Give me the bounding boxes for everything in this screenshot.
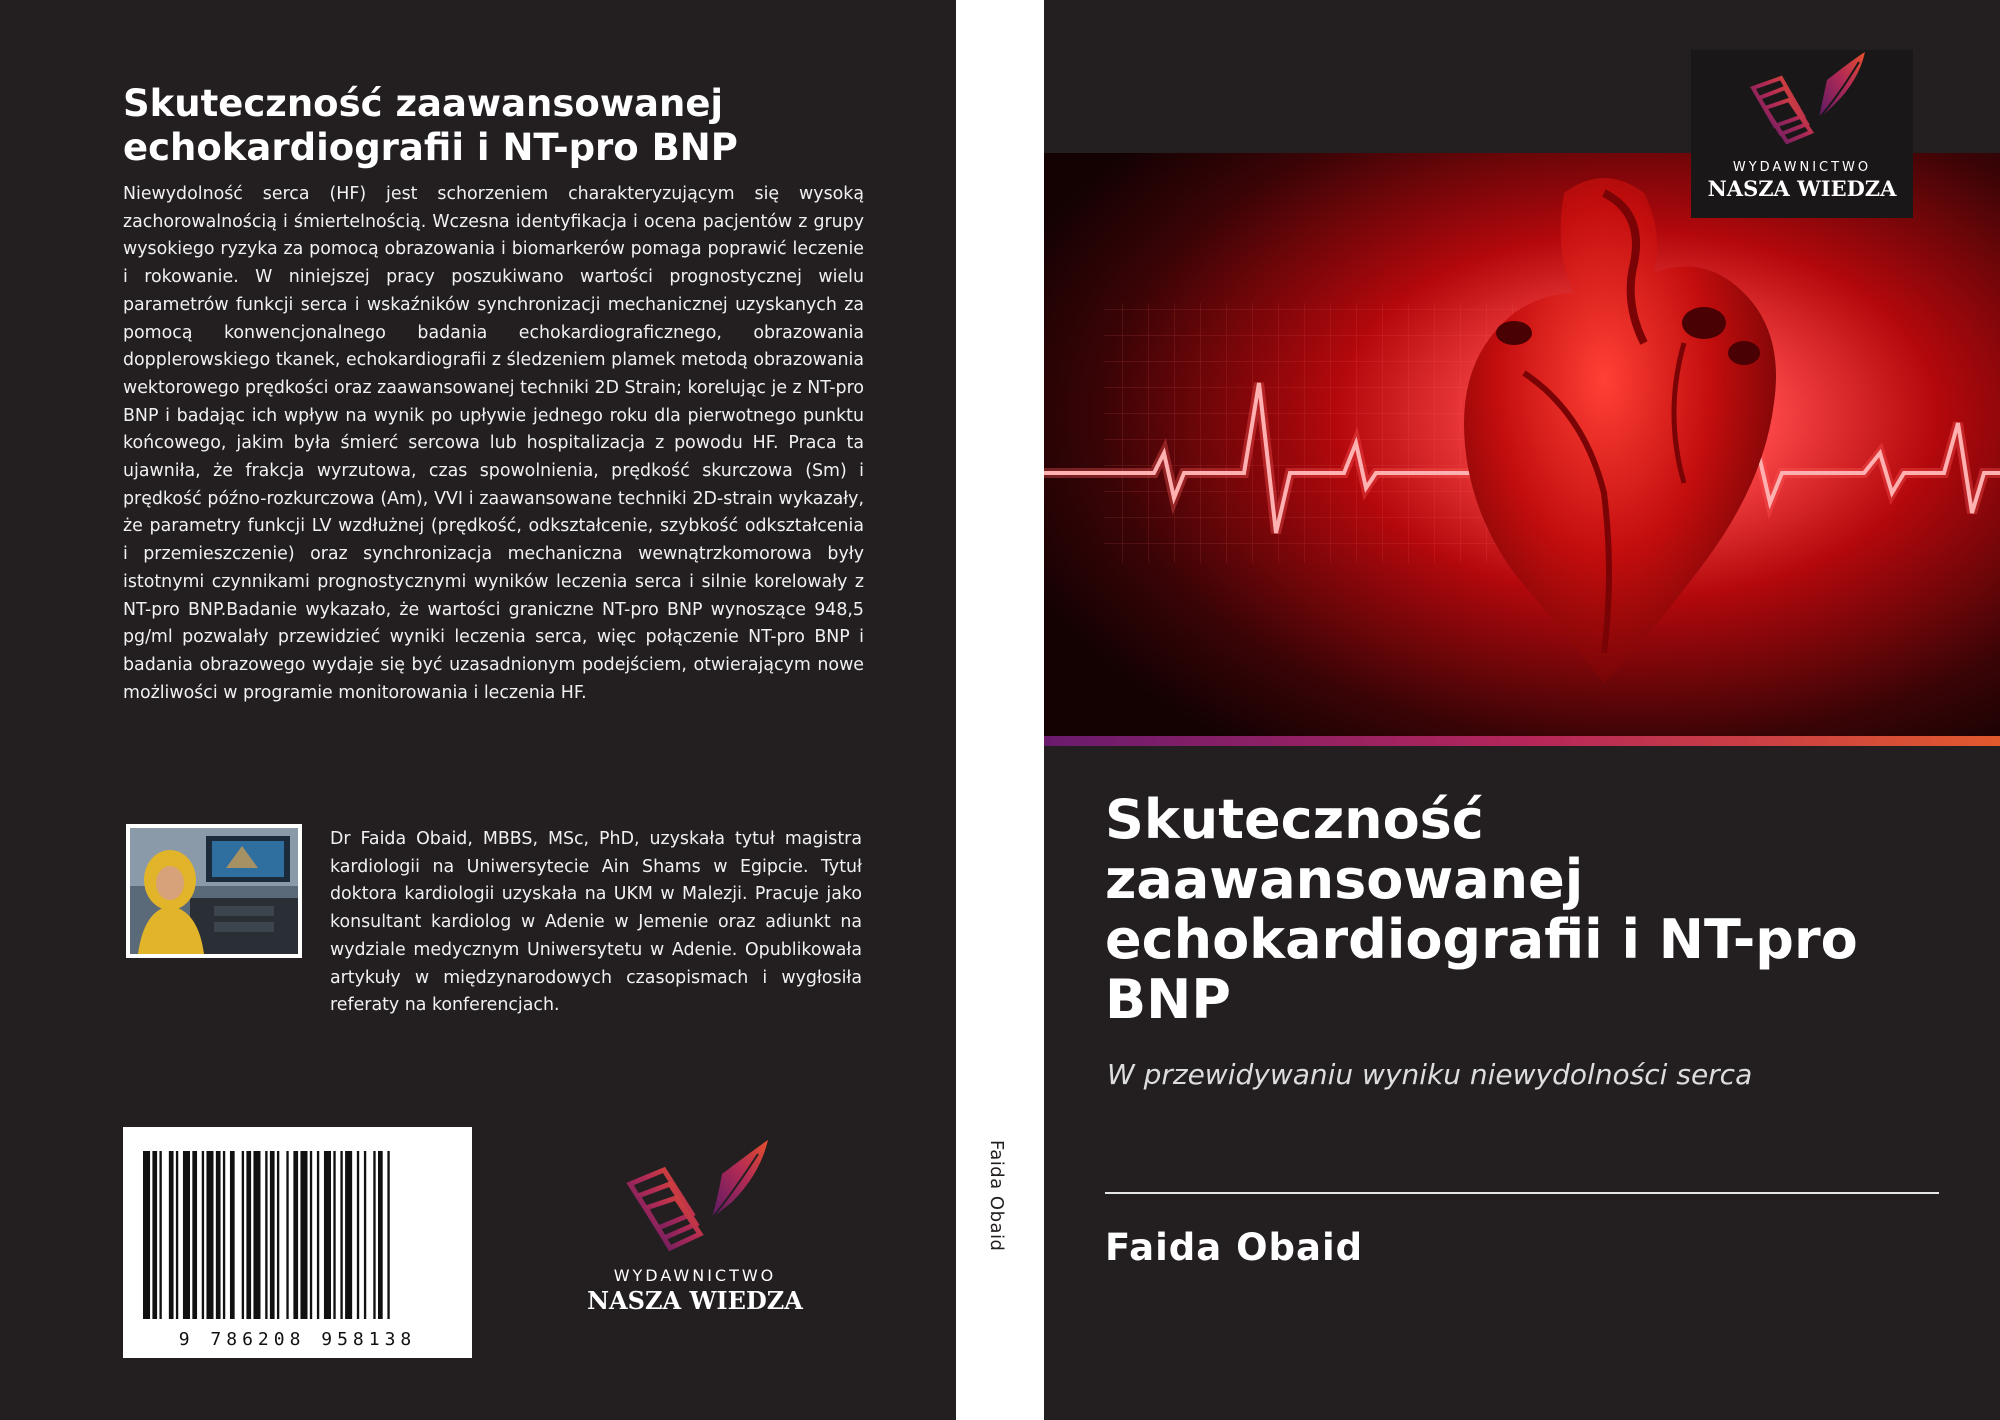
- barcode-bar: [317, 1151, 319, 1319]
- barcode-bar: [364, 1151, 366, 1319]
- front-divider: [1105, 1192, 1939, 1194]
- barcode-bar: [143, 1151, 150, 1319]
- barcode-bar: [223, 1151, 225, 1319]
- barcode-bar: [293, 1151, 298, 1319]
- front-publisher-label-small: WYDAWNICTWO: [1732, 160, 1872, 175]
- front-publisher-logo: [1691, 50, 1913, 218]
- barcode-bar: [246, 1151, 251, 1319]
- barcode-bar: [230, 1151, 235, 1319]
- heart-icon: [1044, 153, 2000, 736]
- barcode-bar: [333, 1151, 335, 1319]
- spine-author: Faida Obaid: [986, 1140, 1007, 1252]
- front-cover-title: Skuteczność zaawansowanej echokardiografii i NT-pro BNP: [1105, 788, 1858, 1031]
- barcode-bar: [345, 1151, 352, 1319]
- front-cover-author: Faida Obaid: [1105, 1226, 1364, 1269]
- back-publisher-logo: [572, 1140, 818, 1315]
- front-cover-subtitle: W przewidywaniu wyniku niewydolności serca: [1107, 1058, 1753, 1091]
- barcode-bar: [152, 1151, 157, 1319]
- barcode-bar: [192, 1151, 197, 1319]
- back-cover-blurb: Niewydolność serca (HF) jest schorzeniem charakteryzującym się wysoką zachorowalnością i śmiertelnością. Wczesna identyfikacja i ocena pacjentów z grupy wysokiego ryzyka za pomocą obrazowania i biomarkerów pomaga poprawić leczenie i rokowanie. W niniejszej pracy poszukiwano wartości prognostycznej wielu parametrów funkcji serca i wskaźników synchronizacji mechanicznej uzyskanych za pomocą konwencjonalnego badania echokardiograficznego, obrazowania dopplerowskiego tkanek, echokardiografii z śledzeniem plamek metodą obrazowania wektorowego prędkości oraz zaawansowanej techniki 2D Strain; korelując je z NT-pro BNP i badając ich wpływ na wynik po upływie jednego roku dla pierwotnego punktu końcowego, jakim była śmierć sercowa lub hospitalizacja z powodu HF. Praca ta ujawniła, że frakcja wyrzutowa, czas spowolnienia, prędkość skurczowa (Sm) i prędkość późno-rozkurczowa (Am), VVI i zaawansowane techniki 2D-strain wykazały, że parametry funkcji LV wzdłużnej (prędkość, odkształcenie, szybkość odkształcenia i przemieszczenie) oraz synchronizacja mechaniczna wewnątrzkomorowa były istotnymi czynnikami prognostycznymi wyników leczenia serca i silnie korelowały z NT-pro BNP.Badanie wykazało, że wartości graniczne NT-pro BNP wynoszące 948,5 pg/ml pozwalały przewidzieć wyniki leczenia serca, więc połączenie NT-pro BNP i badania obrazowego wydaje się być uzasadnionym podejściem, otwierającym nowe możliwości w programie monitorowania i leczenia HF.: [123, 184, 864, 703]
- heart-ecg-illustration: [1044, 153, 2000, 736]
- barcode-bar: [357, 1151, 359, 1319]
- back-publisher-label-small: WYDAWNICTWO: [613, 1266, 777, 1285]
- front-book-quill-icon: [1691, 50, 1913, 160]
- barcode-digits: 9 786208 958138: [178, 1329, 417, 1350]
- barcode-bar: [242, 1151, 244, 1319]
- author-photo-image: [130, 828, 298, 954]
- barcode-bars: [123, 1127, 472, 1327]
- barcode-bar: [378, 1151, 383, 1319]
- barcode-bar: [387, 1151, 389, 1319]
- author-bio: Dr Faida Obaid, MBBS, MSc, PhD, uzyskała tytuł magistra kardiologii na Uniwersytecie Ain Shams w Egipcie. Tytuł doktora kardiologii uzyskała na UKM w Malezji. Pracuje jako konsultant kardiolog w Adenie w Jemenie oraz adiunkt na wydziale medycznym Uniwersytetu w Adenie. Opublikowała artykuły w międzynarodowych czasopismach i wygłosiła referaty na konferencjach.: [330, 829, 862, 1016]
- barcode-bar: [216, 1151, 221, 1319]
- barcode-bar: [277, 1151, 279, 1319]
- barcode-bar: [270, 1151, 275, 1319]
- barcode: [123, 1127, 472, 1358]
- author-photo: [126, 824, 302, 958]
- barcode-bar: [265, 1151, 267, 1319]
- barcode-bar: [169, 1151, 174, 1319]
- barcode-bar: [202, 1151, 204, 1319]
- barcode-bar: [176, 1151, 178, 1319]
- barcode-bar: [253, 1151, 260, 1319]
- barcode-bar: [159, 1151, 161, 1319]
- barcode-bar: [183, 1151, 190, 1319]
- barcode-bar: [373, 1151, 375, 1319]
- barcode-bar: [300, 1151, 307, 1319]
- front-accent-stripe: [1044, 736, 2000, 746]
- back-publisher-label-big: NASZA WIEDZA: [587, 1286, 803, 1315]
- barcode-bar: [286, 1151, 288, 1319]
- barcode-bar: [324, 1151, 331, 1319]
- barcode-bar: [310, 1151, 312, 1319]
- barcode-bar: [340, 1151, 342, 1319]
- book-quill-icon: [572, 1140, 818, 1260]
- barcode-bar: [206, 1151, 213, 1319]
- front-publisher-label-big: NASZA WIEDZA: [1707, 176, 1897, 201]
- back-cover-title: Skuteczność zaawansowanej echokardiografii i NT-pro BNP: [123, 82, 738, 169]
